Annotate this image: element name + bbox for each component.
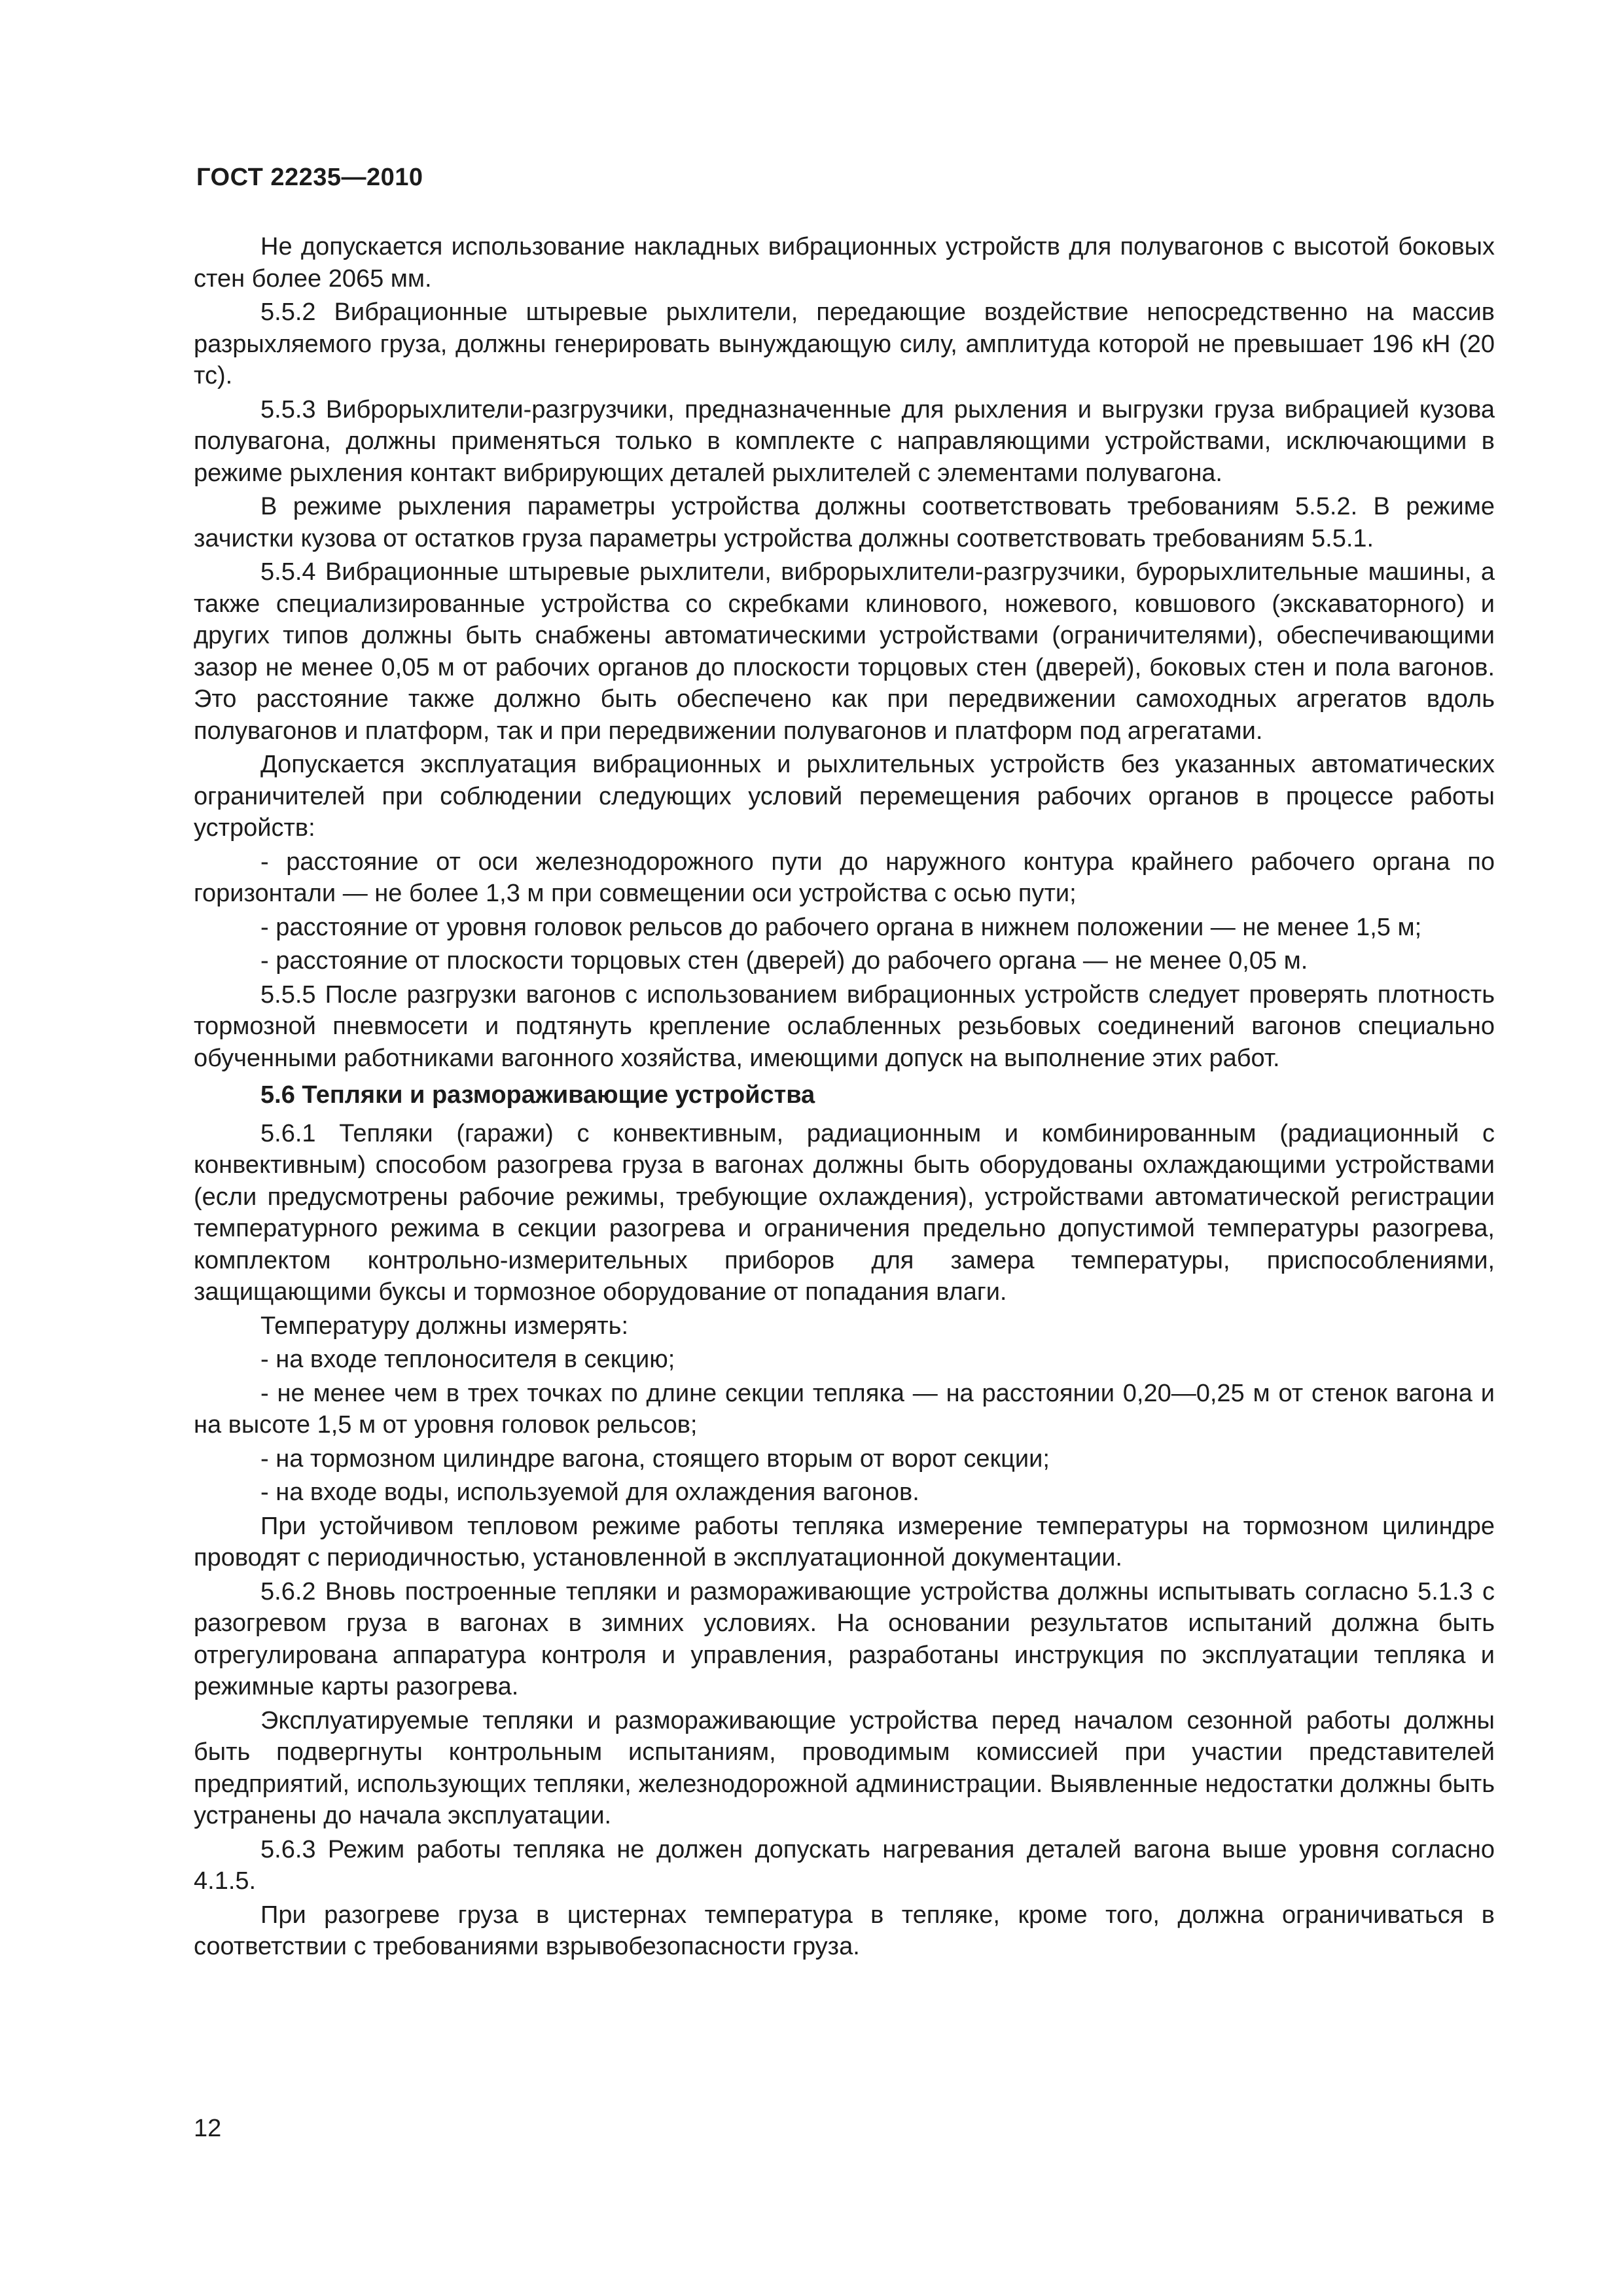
paragraph-5-6-3: 5.6.3 Режим работы тепляка не должен допускать нагревания деталей вагона выше уровня согласно 4.1.5. xyxy=(194,1835,1495,1895)
paragraph: Эксплуатируемые тепляки и размораживающие устройства перед началом сезонной работы должны быть подвергнуты контрольным испытаниям, проводимым комиссией при участии представителей предприятий, использующих тепляки, железнодорожной администрации. Выявленные недостатки должны быть устранены до начала эксплуатации. xyxy=(194,1706,1495,1829)
paragraph-5-6-1: 5.6.1 Тепляки (гаражи) с конвективным, радиационным и комбинированным (радиационный с конвективным) способом разогрева груза в вагонах должны быть оборудованы охлаждающими устройствами (если предусмотрены рабочие режимы, требующие охлаждения), устройствами автоматической регистрации температурного режима в секции разогрева и ограничения предельно допустимой температуры разогрева, комплектом контрольно-измерительных приборов для замера температуры, приспособлениями, защищающими буксы и тормозное оборудование от попадания влаги. xyxy=(194,1119,1495,1306)
paragraph: В режиме рыхления параметры устройства должны соответствовать требованиям 5.5.2. В режиме зачистки кузова от остатков груза параметры устройства должны соответствовать требованиям 5.5.1. xyxy=(194,493,1495,552)
document-body xyxy=(194,231,1495,1965)
list-item: - на входе теплоносителя в секцию; xyxy=(260,1346,675,1373)
document-header: ГОСТ 22235—2010 xyxy=(196,164,423,191)
list-item: - на входе воды, используемой для охлаждения вагонов. xyxy=(260,1479,919,1506)
section-heading: 5.6 Тепляки и размораживающие устройства xyxy=(260,1081,815,1109)
list-item: - расстояние от уровня головок рельсов до рабочего органа в нижнем положении — не менее 1,5 м; xyxy=(260,913,1422,941)
paragraph: Температуру должны измерять: xyxy=(260,1312,629,1340)
paragraph: При разогреве груза в цистернах температура в тепляке, кроме того, должна ограничиваться в соответствии с требованиями взрывобезопасности груза. xyxy=(194,1901,1495,1960)
paragraph-5-5-3: 5.5.3 Виброрыхлители-разгрузчики, предназначенные для рыхления и выгрузки груза вибрацией кузова полувагона, должны применяться только в комплекте с направляющими устройствами, исключающими в режиме рыхления контакт вибрирующих деталей рыхлителей с элементами полувагона. xyxy=(194,395,1495,487)
page-number: 12 xyxy=(194,2115,222,2142)
paragraph: При устойчивом тепловом режиме работы тепляка измерение температуры на тормозном цилиндре проводят с периодичностью, установленной в эксплуатационной документации. xyxy=(194,1512,1495,1571)
list-item: - расстояние от плоскости торцовых стен (дверей) до рабочего органа — не менее 0,05 м. xyxy=(260,947,1308,975)
paragraph: Допускается эксплуатация вибрационных и рыхлительных устройств без указанных автоматических ограничителей при соблюдении следующих условий перемещения рабочих органов в процессе работы устройств: xyxy=(194,751,1495,842)
paragraph-5-6-2: 5.6.2 Вновь построенные тепляки и размораживающие устройства должны испытывать согласно 5.1.3 с разогревом груза в вагонах в зимних условиях. На основании результатов испытаний должна быть отрегулирована аппаратура контроля и управления, разработаны инструкция по эксплуатации тепляка и режимные карты разогрева. xyxy=(194,1577,1495,1700)
list-item: - расстояние от оси железнодорожного пути до наружного контура крайнего рабочего органа по горизонтали — не более 1,3 м при совмещении оси устройства с осью пути; xyxy=(194,848,1495,907)
paragraph: Не допускается использование накладных вибрационных устройств для полувагонов с высотой боковых стен более 2065 мм. xyxy=(194,233,1495,293)
list-item: - не менее чем в трех точках по длине секции тепляка — на расстоянии 0,20—0,25 м от стенок вагона и на высоте 1,5 м от уровня головок рельсов; xyxy=(194,1379,1495,1439)
list-item: - на тормозном цилиндре вагона, стоящего вторым от ворот секции; xyxy=(260,1444,1050,1473)
paragraph-5-5-5: 5.5.5 После разгрузки вагонов с использованием вибрационных устройств следует проверять плотность тормозной пневмосети и подтянуть крепление ослабленных резьбовых соединений вагонов специально обученными работниками вагонного хозяйства, имеющими допуск на выполнение этих работ. xyxy=(194,980,1495,1072)
paragraph-5-5-2: 5.5.2 Вибрационные штыревые рыхлители, передающие воздействие непосредственно на массив разрыхляемого груза, должны генерировать вынуждающую силу, амплитуда которой не превышает 196 кН (20 тс). xyxy=(194,298,1495,389)
paragraph-5-5-4: 5.5.4 Вибрационные штыревые рыхлители, виброрыхлители-разгрузчики, бурорыхлительные машины, а также специализированные устройства со скребками клинового, ножевого, ковшового (экскаваторного) и других типов должны быть снабжены автоматическими устройствами (ограничителями), обеспечивающими зазор не менее 0,05 м от рабочих органов до плоскости торцовых стен (дверей), боковых стен и пола вагонов. Это расстояние также должно быть обеспечено как при передвижении самоходных агрегатов вдоль полувагонов и платформ, так и при передвижении полувагонов и платформ под агрегатами. xyxy=(194,558,1495,745)
